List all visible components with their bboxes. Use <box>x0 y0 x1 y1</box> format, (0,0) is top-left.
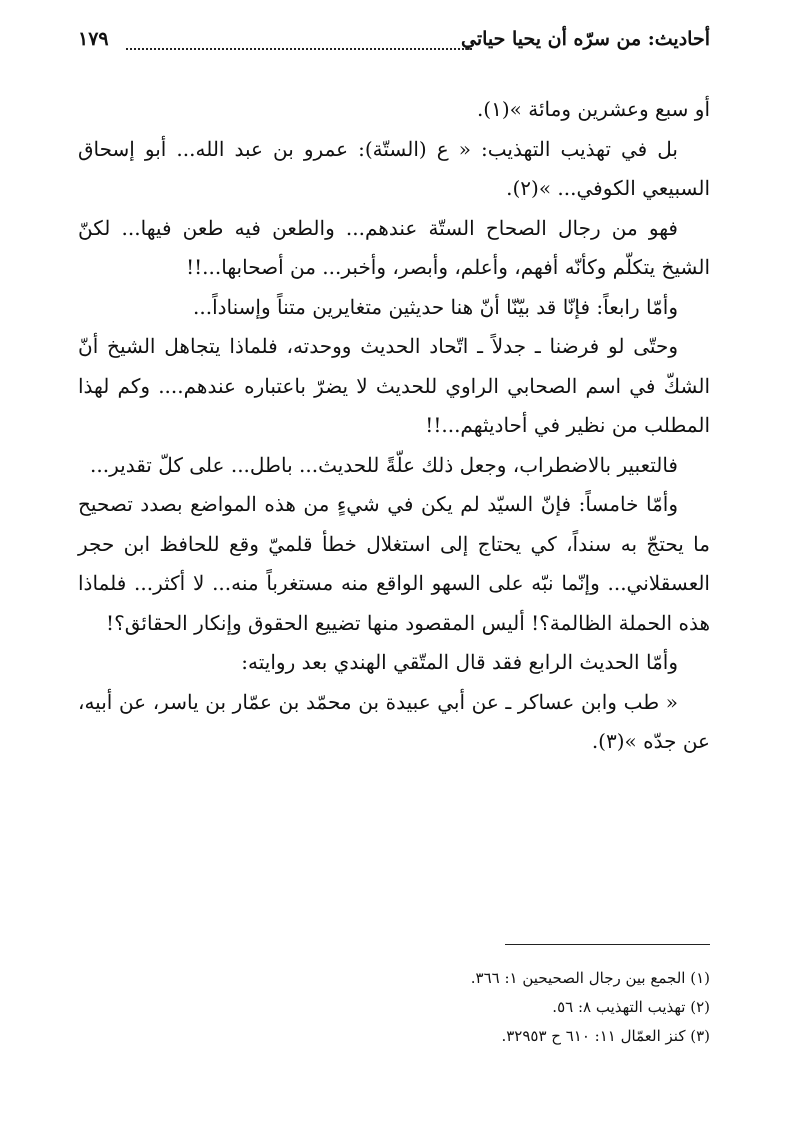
footnotes <box>78 964 710 1051</box>
paragraph: أو سبع وعشرين ومائة »(١). <box>476 97 710 121</box>
paragraph: وحتّى لو فرضنا ـ جدلاً ـ اتّحاد الحديث ووحدته، فلماذا يتجاهل الشيخ أنّ الشكّ في اسم الصحابي الراوي للحديث لا يضرّ باعتباره عندهم.... وكم لهذا المطلب من نظير في أحاديثهم...!! <box>78 334 710 437</box>
page-header <box>78 28 710 60</box>
header-dot-leader <box>126 40 472 50</box>
paragraph: وأمّا الحديث الرابع فقد قال المتّقي الهندي بعد روايته: <box>241 650 678 674</box>
paragraph: فهو من رجال الصحاح الستّة عندهم... والطعن فيه طعن فيها... لكنّ الشيخ يتكلّم وكأنّه أفهم، وأعلم، وأبصر، وأخبر... من أصحابها...!! <box>78 215 710 279</box>
footnote: (٢) تهذيب التهذيب ٨: ٥٦. <box>552 998 710 1016</box>
paragraph: فالتعبير بالاضطراب، وجعل ذلك علّةً للحديث... باطل... على كلّ تقدير... <box>90 452 678 477</box>
footnote-separator <box>505 944 710 945</box>
main-text <box>78 90 710 762</box>
paragraph: وأمّا رابعاً: فإنّا قد بيّنّا أنّ هنا حديثين متغايرين متناً وإسناداً... <box>193 294 678 319</box>
paragraph: « طب وابن عساكر ـ عن أبي عبيدة بن محمّد بن عمّار بن ياسر، عن أبيه، عن جدّه »(٣). <box>78 689 710 753</box>
paragraph: وأمّا خامساً: فإنّ السيّد لم يكن في شيءٍ من هذه المواضع بصدد تصحيح ما يحتجّ به سنداً، كي يحتاج إلى استغلال خطأ قلميّ وقع للحافظ ابن حجر العسقلاني... وإنّما نبّه على السهو الواقع منه مستغرباً منه... لا أكثر... فلماذا هذه الحملة الظالمة؟! أليس المقصود منها تضييع الحقوق وإنكار الحقائق؟! <box>78 492 710 635</box>
footnote: (١) الجمع بين رجال الصحيحين ١: ٣٦٦. <box>470 969 710 987</box>
page-number: ١٧٩ <box>78 28 109 50</box>
footnote: (٣) كنز العمّال ١١: ٦١٠ ح ٣٢٩٥٣. <box>501 1027 710 1045</box>
running-title: أحاديث: من سرّه أن يحيا حياتي <box>460 28 710 50</box>
paragraph: بل في تهذيب التهذيب: « ع (الستّة): عمرو بن عبد الله... أبو إسحاق السبيعي الكوفي... »(٢). <box>78 136 710 200</box>
